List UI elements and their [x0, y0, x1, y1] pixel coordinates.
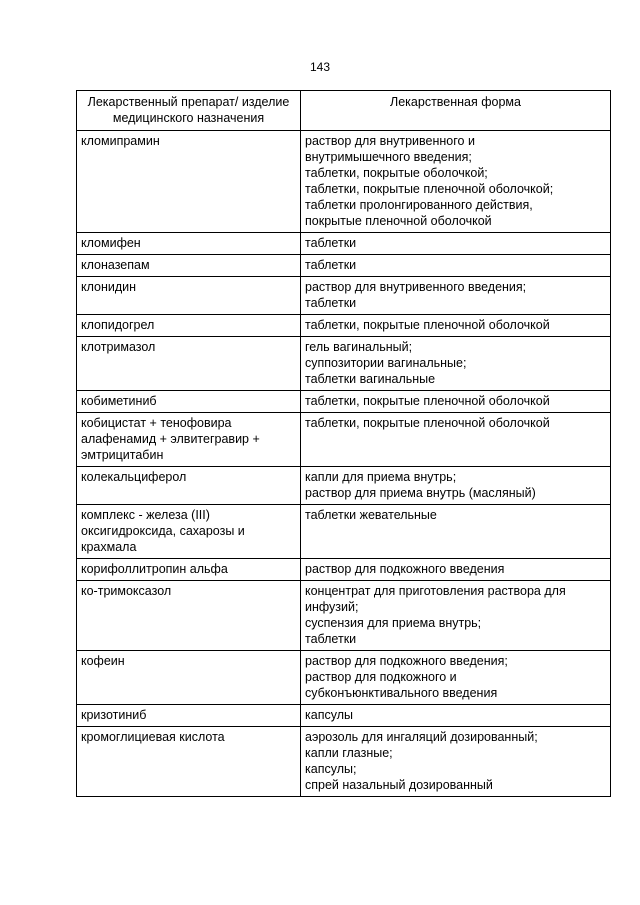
- drug-name-cell: клопидогрел: [77, 315, 301, 337]
- dosage-form-cell: [301, 233, 611, 255]
- table-row: [77, 315, 611, 337]
- dosage-form-line: раствор для подкожного введения;: [305, 654, 508, 668]
- dosage-form-line: гель вагинальный;: [305, 340, 413, 354]
- dosage-form-line: таблетки: [305, 296, 357, 310]
- dosage-form-cell: [301, 651, 611, 705]
- drug-name-cell: ко-тримоксазол: [77, 581, 301, 651]
- drug-name-cell: кобиметиниб: [77, 391, 301, 413]
- dosage-form-line: таблетки: [305, 236, 357, 250]
- drug-name-cell: клонидин: [77, 277, 301, 315]
- table-row: [77, 413, 611, 467]
- dosage-form-cell: [301, 277, 611, 315]
- dosage-form-line: суспензия для приема внутрь;: [305, 616, 482, 630]
- dosage-form-line: субконъюнктивального введения: [305, 686, 498, 700]
- table-row: [77, 391, 611, 413]
- dosage-form-line: раствор для приема внутрь (масляный): [305, 486, 536, 500]
- dosage-form-cell: [301, 467, 611, 505]
- dosage-form-cell: [301, 505, 611, 559]
- dosage-form-cell: [301, 337, 611, 391]
- drug-name-cell: корифоллитропин альфа: [77, 559, 301, 581]
- drug-name-cell: кломифен: [77, 233, 301, 255]
- drug-name-cell: кромоглициевая кислота: [77, 727, 301, 797]
- dosage-form-line: раствор для подкожного введения: [305, 562, 505, 576]
- table-header-row: [77, 91, 611, 131]
- dosage-form-line: таблетки жевательные: [305, 508, 437, 522]
- dosage-form-cell: [301, 391, 611, 413]
- dosage-form-cell: [301, 581, 611, 651]
- dosage-form-line: аэрозоль для ингаляций дозированный;: [305, 730, 538, 744]
- table-row: [77, 581, 611, 651]
- dosage-form-cell: [301, 255, 611, 277]
- dosage-form-cell: [301, 315, 611, 337]
- table-row: [77, 559, 611, 581]
- table-row: [77, 505, 611, 559]
- header-drug: Лекарственный препарат/ изделие медицинского назначения: [77, 91, 301, 131]
- table-row: [77, 705, 611, 727]
- table-row: [77, 651, 611, 705]
- dosage-form-line: капсулы;: [305, 762, 357, 776]
- dosage-form-line: таблетки, покрытые пленочной оболочкой: [305, 318, 550, 332]
- dosage-form-cell: [301, 559, 611, 581]
- dosage-form-line: суппозитории вагинальные;: [305, 356, 467, 370]
- dosage-form-line: таблетки вагинальные: [305, 372, 436, 386]
- drug-form-table: [76, 90, 611, 797]
- dosage-form-line: внутримышечного введения;: [305, 150, 472, 164]
- dosage-form-line: инфузий;: [305, 600, 359, 614]
- dosage-form-line: таблетки: [305, 258, 357, 272]
- dosage-form-line: таблетки: [305, 632, 357, 646]
- dosage-form-cell: [301, 705, 611, 727]
- dosage-form-line: концентрат для приготовления раствора для: [305, 584, 566, 598]
- dosage-form-cell: [301, 413, 611, 467]
- drug-name-cell: клотримазол: [77, 337, 301, 391]
- dosage-form-line: таблетки, покрытые пленочной оболочкой: [305, 416, 550, 430]
- dosage-form-line: покрытые пленочной оболочкой: [305, 214, 492, 228]
- page-number: 143: [309, 60, 331, 74]
- dosage-form-line: таблетки, покрытые пленочной оболочкой;: [305, 182, 554, 196]
- dosage-form-line: раствор для внутривенного введения;: [305, 280, 527, 294]
- dosage-form-line: таблетки, покрытые оболочкой;: [305, 166, 488, 180]
- dosage-form-line: капли для приема внутрь;: [305, 470, 457, 484]
- table-row: [77, 467, 611, 505]
- dosage-form-line: капсулы: [305, 708, 353, 722]
- table-row: [77, 255, 611, 277]
- header-form: Лекарственная форма: [301, 91, 611, 131]
- table-body: [77, 131, 611, 797]
- table-row: [77, 233, 611, 255]
- table-row: [77, 727, 611, 797]
- dosage-form-line: раствор для внутривенного и: [305, 134, 475, 148]
- table-row: [77, 277, 611, 315]
- dosage-form-line: капли глазные;: [305, 746, 393, 760]
- drug-name-cell: кофеин: [77, 651, 301, 705]
- drug-name-cell: кломипрамин: [77, 131, 301, 233]
- dosage-form-cell: [301, 727, 611, 797]
- dosage-form-line: таблетки, покрытые пленочной оболочкой: [305, 394, 550, 408]
- dosage-form-line: раствор для подкожного и: [305, 670, 457, 684]
- drug-name-cell: колекальциферол: [77, 467, 301, 505]
- drug-name-cell: клоназепам: [77, 255, 301, 277]
- dosage-form-line: таблетки пролонгированного действия,: [305, 198, 533, 212]
- drug-name-cell: кризотиниб: [77, 705, 301, 727]
- table-row: [77, 337, 611, 391]
- table-row: [77, 131, 611, 233]
- dosage-form-cell: [301, 131, 611, 233]
- drug-name-cell: кобицистат + тенофовира алафенамид + элвитегравир + эмтрицитабин: [77, 413, 301, 467]
- drug-name-cell: комплекс - железа (III) оксигидроксида, сахарозы и крахмала: [77, 505, 301, 559]
- dosage-form-line: спрей назальный дозированный: [305, 778, 493, 792]
